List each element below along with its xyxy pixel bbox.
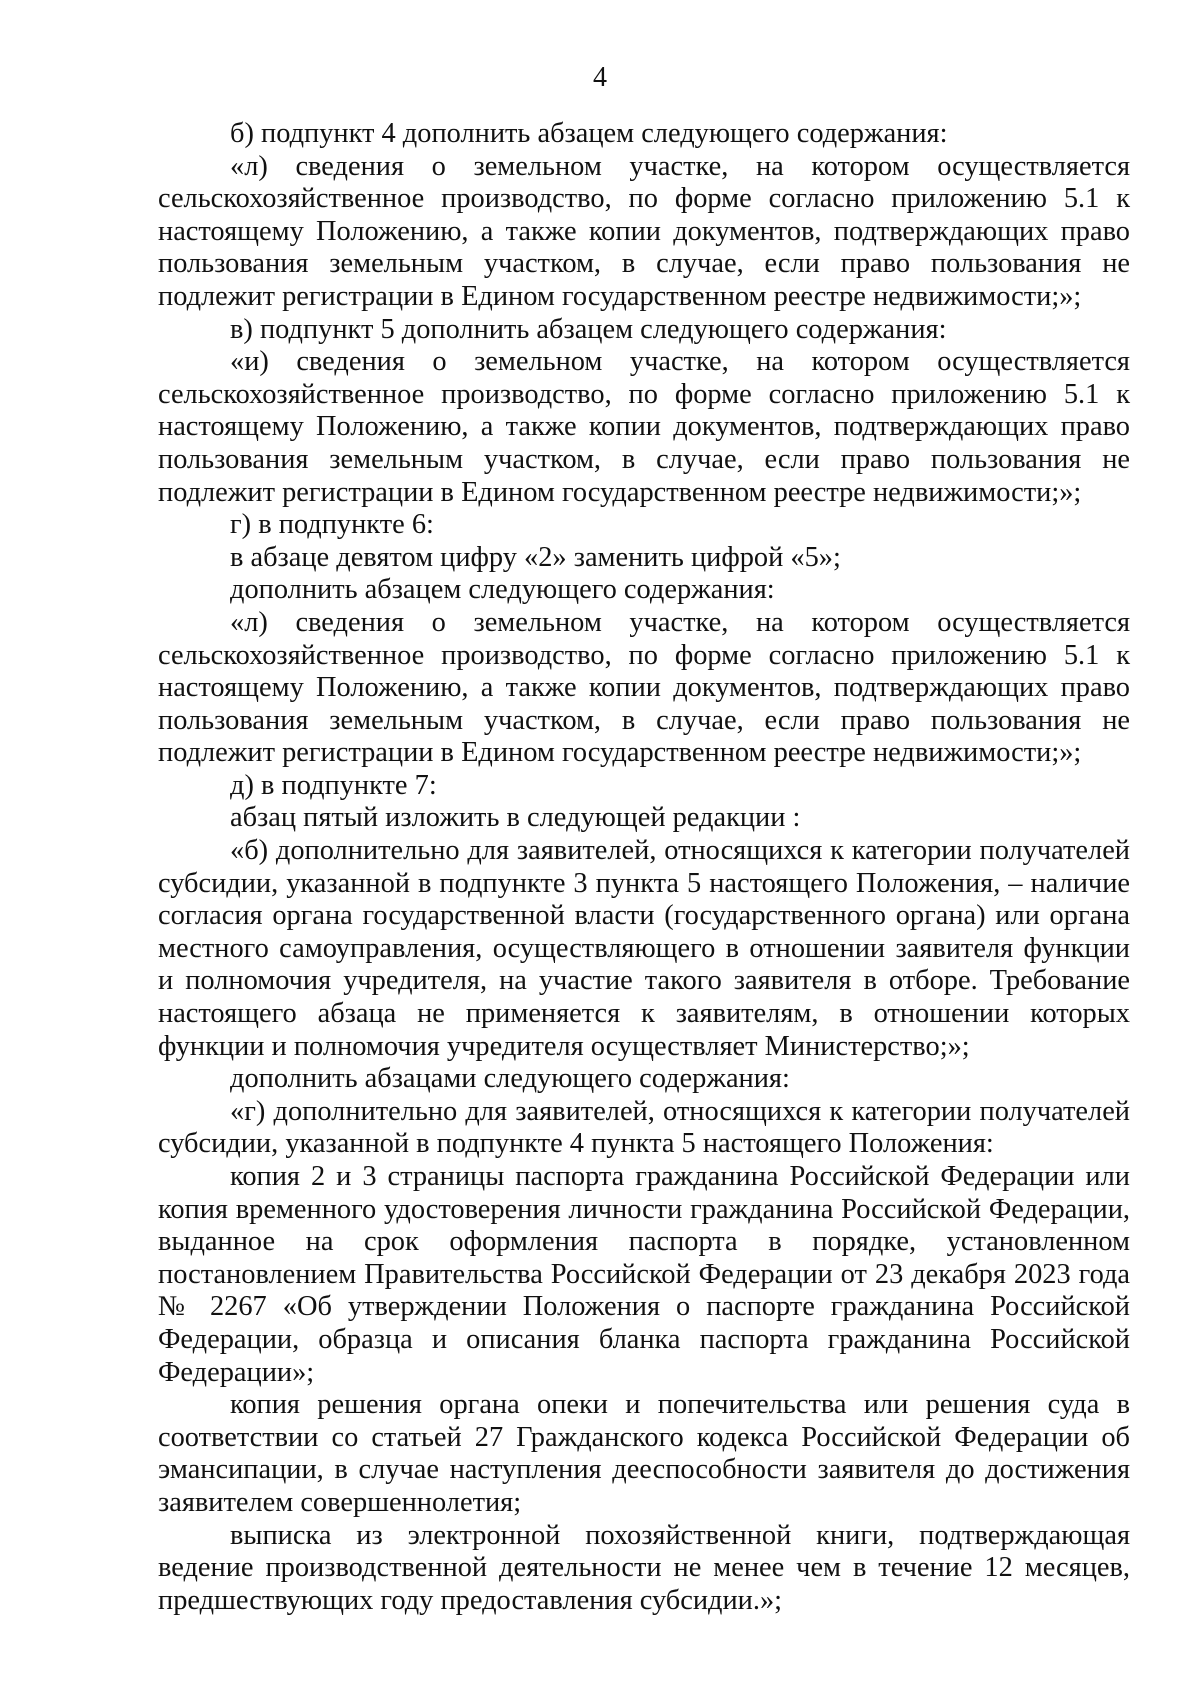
paragraph-g-subitem-6: г) в подпункте 6:	[230, 509, 434, 541]
paragraph-household-book-extract: выписка из электронной похозяйственной книги, подтверждающая ведение производственной деятельности не менее чем в течение 12 месяцев, предшествующих году предоставления субсидии.»;	[158, 1519, 1130, 1616]
paragraph-guardianship-decision: копия решения органа опеки и попечительства или решения суда в соответствии со статьей 27 Гражданского кодекса Российской Федерации об эмансипации, в случае наступления дееспособности заявителя до достижения заявителем совершеннолетия;	[158, 1389, 1130, 1518]
paragraph-d-subitem-7: д) в подпункте 7:	[230, 769, 437, 801]
document-body	[158, 118, 1130, 1617]
paragraph-g-additional: «г) дополнительно для заявителей, относящихся к категории получателей субсидии, указанной в подпункте 4 пункта 5 настоящего Положения:	[158, 1095, 1130, 1160]
paragraph-l-land-info-1: «л) сведения о земельном участке, на котором осуществляется сельскохозяйственное производство, по форме согласно приложению 5.1 к настоящему Положению, а также копии документов, подтверждающих право пользования земельным участком, в случае, если право пользования не подлежит регистрации в Едином государственном реестре недвижимости;»;	[158, 150, 1130, 312]
paragraph-v-subitem-5: в) подпункт 5 дополнить абзацем следующего содержания:	[230, 313, 947, 345]
paragraph-add-abzac: дополнить абзацем следующего содержания:	[230, 574, 775, 606]
paragraph-l-land-info-2: «л) сведения о земельном участке, на котором осуществляется сельскохозяйственное производство, по форме согласно приложению 5.1 к настоящему Положению, а также копии документов, подтверждающих право пользования земельным участком, в случае, если право пользования не подлежит регистрации в Едином государственном реестре недвижимости;»;	[158, 606, 1130, 769]
paragraph-ninth-abzac-replace: в абзаце девятом цифру «2» заменить цифрой «5»;	[230, 541, 841, 573]
paragraph-b-consent: «б) дополнительно для заявителей, относящихся к категории получателей субсидии, указанной в подпункте 3 пункта 5 настоящего Положения, – наличие согласия органа государственной власти (государственного органа) или органа местного самоуправления, осуществляющего в отношении заявителя функции и полномочия учредителя, на участие такого заявителя в отборе. Требование настоящего абзаца не применяется к заявителям, в отношении которых функции и полномочия учредителя осуществляет Министерство;»;	[158, 835, 1130, 1062]
paragraph-i-land-info: «и) сведения о земельном участке, на котором осуществляется сельскохозяйственное производство, по форме согласно приложению 5.1 к настоящему Положению, а также копии документов, подтверждающих право пользования земельным участком, в случае, если право пользования не подлежит регистрации в Едином государственном реестре недвижимости;»;	[158, 346, 1130, 508]
paragraph-fifth-abzac-edit: абзац пятый изложить в следующей редакции :	[230, 802, 801, 834]
page-number: 4	[593, 62, 607, 93]
paragraph-b-subitem-4: б) подпункт 4 дополнить абзацем следующего содержания:	[230, 118, 948, 149]
paragraph-passport-copy: копия 2 и 3 страницы паспорта гражданина Российской Федерации или копия временного удостоверения личности гражданина Российской Федерации, выданное на срок оформления паспорта в порядке, установленном постановлением Правительства Российской Федерации от 23 декабря 2023 года № 2267 «Об утверждении Положения о паспорте гражданина Российской Федерации, образца и описания бланка паспорта гражданина Российской Федерации»;	[158, 1161, 1130, 1388]
paragraph-add-abzacs: дополнить абзацами следующего содержания:	[230, 1063, 790, 1095]
